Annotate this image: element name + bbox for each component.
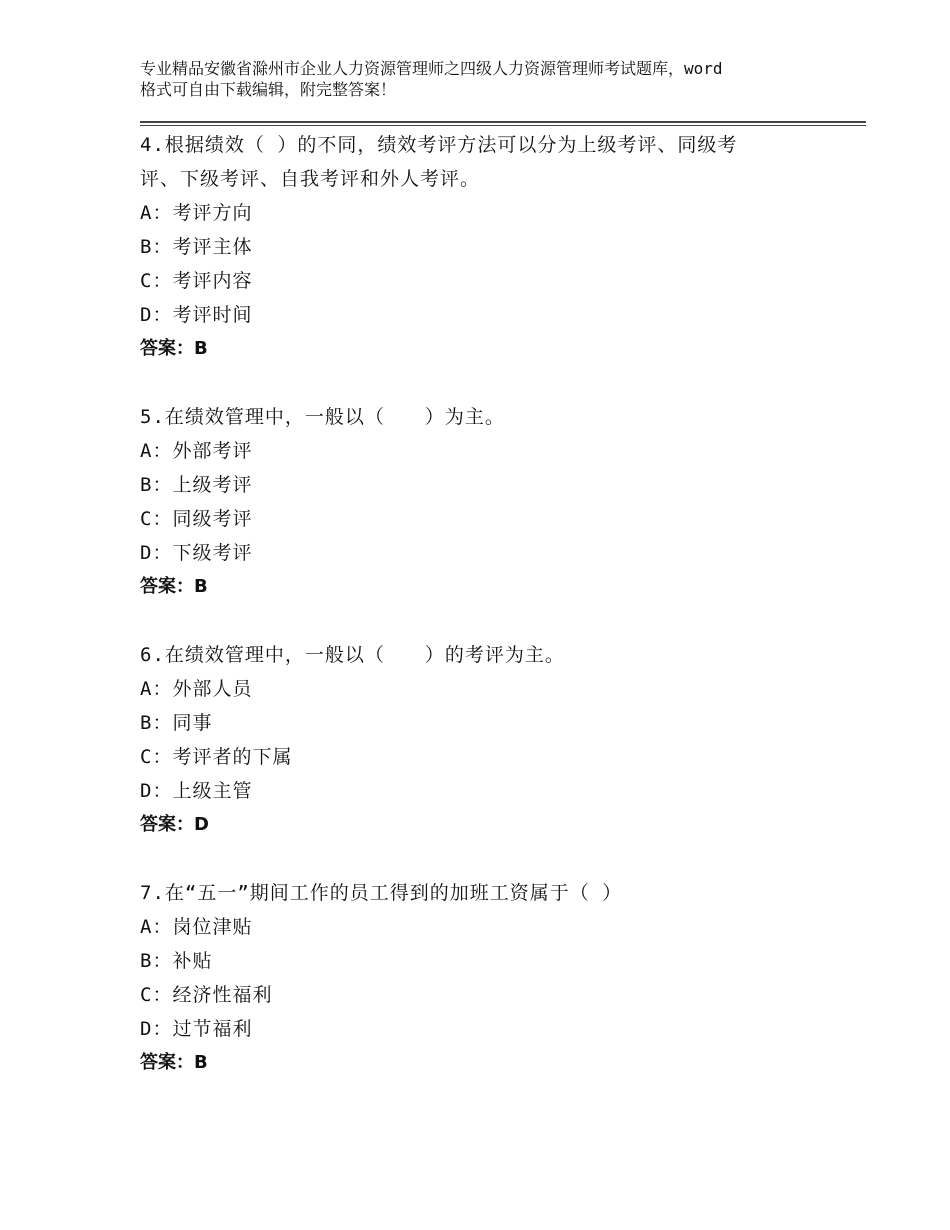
question-7 <box>140 876 840 1080</box>
answer-line: 答案：B <box>140 1052 208 1073</box>
answer-line: 答案：B <box>140 576 208 597</box>
question-stem: 6.在绩效管理中，一般以（ ）的考评为主。 <box>140 644 565 666</box>
option-c: C：同级考评 <box>140 508 253 530</box>
question-spacer <box>140 366 840 400</box>
option-d: D：过节福利 <box>140 1018 253 1040</box>
option-b: B：同事 <box>140 712 213 734</box>
option-b: B：补贴 <box>140 950 213 972</box>
option-d: D：下级考评 <box>140 542 253 564</box>
header-rule-thin <box>140 125 866 126</box>
header-rule <box>140 121 866 123</box>
option-b: B：上级考评 <box>140 474 253 496</box>
question-spacer <box>140 604 840 638</box>
question-4 <box>140 128 840 366</box>
question-5 <box>140 400 840 604</box>
question-list <box>140 128 840 1080</box>
question-6 <box>140 638 840 842</box>
option-d: D：考评时间 <box>140 304 253 326</box>
header-line-2: 格式可自由下载编辑，附完整答案！ <box>140 80 397 99</box>
question-stem-continued: 评、下级考评、自我考评和外人考评。 <box>140 168 481 190</box>
option-d: D：上级主管 <box>140 780 253 802</box>
document-header <box>140 58 830 100</box>
header-line-1: 专业精品安徽省滁州市企业人力资源管理师之四级人力资源管理师考试题库，word <box>140 59 723 78</box>
question-stem: 5.在绩效管理中，一般以（ ）为主。 <box>140 406 505 428</box>
answer-line: 答案：D <box>140 814 209 835</box>
question-stem: 4.根据绩效（ ）的不同，绩效考评方法可以分为上级考评、同级考 <box>140 134 738 156</box>
answer-line: 答案：B <box>140 338 208 359</box>
option-a: A：岗位津贴 <box>140 916 253 938</box>
option-a: A：外部人员 <box>140 678 253 700</box>
option-c: C：考评内容 <box>140 270 253 292</box>
option-a: A：考评方向 <box>140 202 253 224</box>
option-b: B：考评主体 <box>140 236 253 258</box>
option-c: C：经济性福利 <box>140 984 273 1006</box>
option-c: C：考评者的下属 <box>140 746 293 768</box>
question-spacer <box>140 842 840 876</box>
question-stem: 7.在“五一”期间工作的员工得到的加班工资属于（ ） <box>140 882 623 904</box>
option-a: A：外部考评 <box>140 440 253 462</box>
